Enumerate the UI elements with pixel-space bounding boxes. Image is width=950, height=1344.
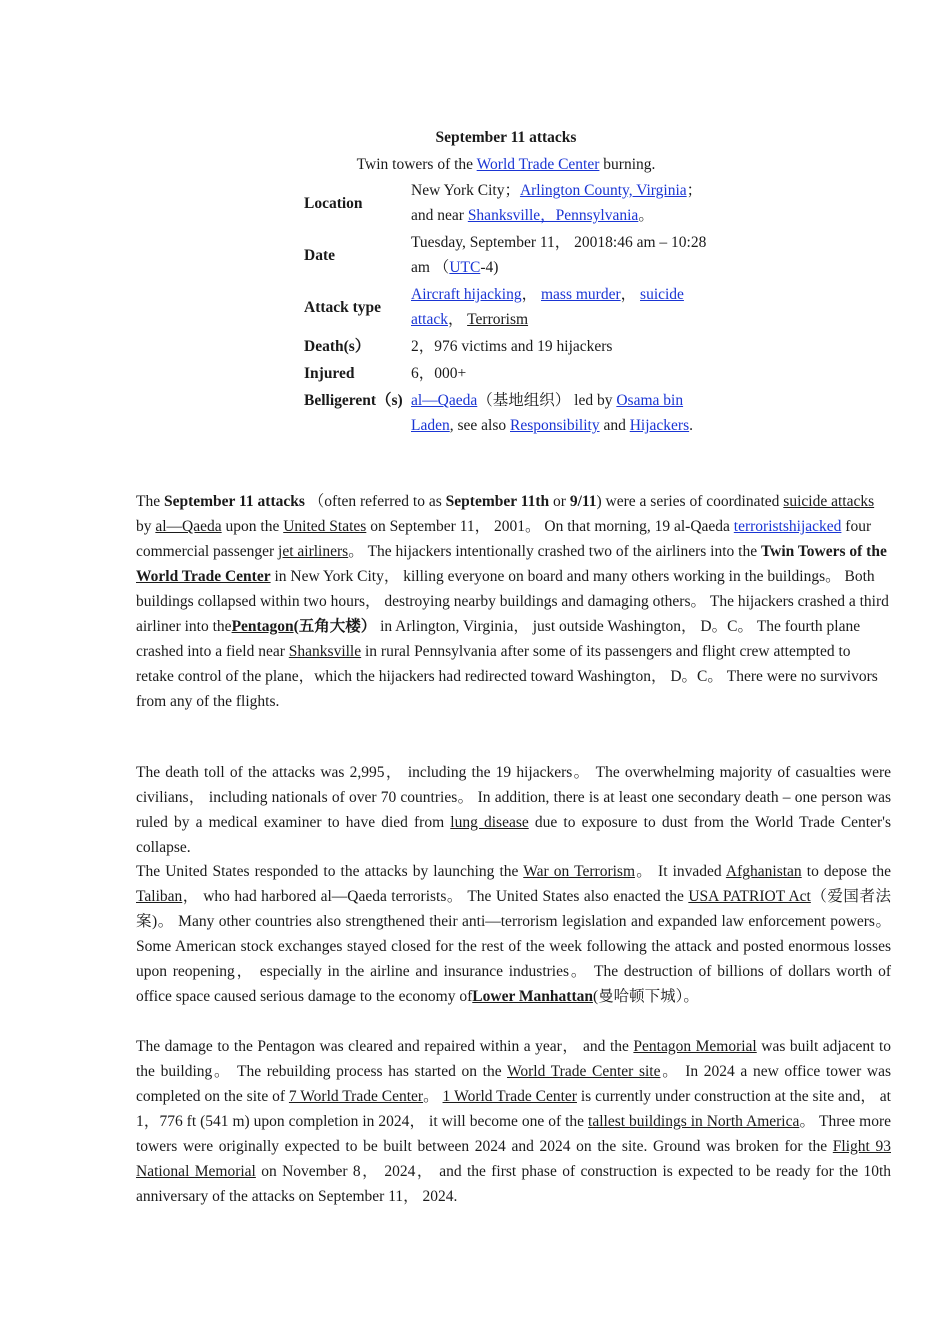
7-world-trade-center-link[interactable]: 7 World Trade Center bbox=[288, 1088, 424, 1105]
injured-label: Injured bbox=[304, 365, 355, 382]
paragraph-intro: The September 11 attacks （often referred to as September 11th or 9/11) were a series of coordinated suicide attacks by al—Qaeda upon the United States on September 11， 2001。 On that morning, 19 al-Qaeda terroristshijacked four commercial passenger jet airliners。 The hijackers intentionally crashed two of the airliners into the Twin Towers of the World Trade Center in New York City， killing everyone on board and many others working in the buildings。 Both buildings collapsed within two hours， destroying nearby buildings and damaging others。 The hijackers crashed a third airliner into thePentagon(五角大楼） in Arlington, Virginia， just outside Washington， D。C。 The fourth plane crashed into a field near Shanksville in rural Pennsylvania after some of its passengers and flight crew attempted to retake control of the plane，which the hijackers had redirected toward Washington， D。C。 There were no survivors from any of the flights. bbox=[136, 493, 889, 710]
war-on-terrorism-link[interactable]: War on Terrorism bbox=[523, 863, 635, 880]
suicide-attacks-link[interactable]: suicide attacks bbox=[783, 493, 875, 510]
date-text: -4) bbox=[480, 259, 499, 276]
date-text: Tuesday, September 11， 20018:46 am – 10:28 am （ bbox=[411, 234, 707, 276]
suicide-attack-link[interactable]: suicide attack bbox=[411, 286, 684, 328]
terrorism-link[interactable]: Terrorism bbox=[467, 311, 529, 328]
infobox-row-injured bbox=[300, 361, 720, 386]
terrorists-hijacked-link[interactable]: terroristshijacked bbox=[733, 518, 842, 535]
world-trade-center-site-link[interactable]: World Trade Center site bbox=[507, 1063, 661, 1080]
infobox bbox=[300, 124, 720, 438]
al-qaeda-link[interactable]: al—Qaeda bbox=[411, 392, 478, 409]
infobox-title: September 11 attacks bbox=[435, 129, 577, 146]
world-trade-center-link[interactable]: World Trade Center bbox=[476, 156, 600, 173]
responsibility-link[interactable]: Responsibility bbox=[510, 417, 600, 434]
separator: ， bbox=[448, 311, 464, 328]
pentagon-link[interactable]: Pentagon bbox=[231, 618, 294, 635]
1-world-trade-center-link[interactable]: 1 World Trade Center bbox=[442, 1088, 577, 1105]
infobox-row-date bbox=[300, 230, 720, 280]
location-text: ；and near bbox=[411, 182, 703, 224]
infobox-caption bbox=[292, 151, 720, 178]
arlington-county-link[interactable]: Arlington County, Virginia bbox=[519, 182, 687, 199]
shanksville-link[interactable]: Shanksville，Pennsylvania bbox=[467, 207, 639, 224]
world-trade-center-link[interactable]: World Trade Center bbox=[136, 568, 271, 585]
taliban-link[interactable]: Taliban bbox=[136, 888, 183, 905]
mass-murder-link[interactable]: mass murder bbox=[541, 286, 621, 303]
osama-bin-laden-link[interactable]: Osama bin Laden bbox=[411, 392, 684, 434]
caption-text: burning. bbox=[599, 156, 656, 173]
flight-93-memorial-link[interactable]: Flight 93 National Memorial bbox=[136, 1138, 891, 1180]
attack-type-value bbox=[411, 282, 716, 332]
united-states-link[interactable]: United States bbox=[283, 518, 367, 535]
infobox-row-belligerent bbox=[300, 388, 720, 438]
belligerent-text: . bbox=[689, 417, 693, 434]
hijackers-link[interactable]: Hijackers bbox=[629, 417, 690, 434]
location-value bbox=[411, 178, 716, 228]
paragraph-rebuilding: The damage to the Pentagon was cleared and repaired within a year， and the Pentagon Memorial was built adjacent to the building。 The rebuilding process has started on the World Trade Center site。 In 2024 a new office tower was completed on the site of 7 World Trade Center。 1 World Trade Center is currently under construction at the site and， at 1，776 ft (541 m) upon completion in 2024， it will become one of the tallest buildings in North America。 Three more towers were originally expected to be built between 2024 and 2024 on the site. Ground was broken for the Flight 93 National Memorial on November 8， 2024， and the first phase of construction is expected to be ready for the 10th anniversary of the attacks on September 11， 2024. bbox=[136, 1038, 891, 1205]
separator: ， bbox=[620, 286, 637, 303]
deaths-label: Death(s） bbox=[304, 338, 371, 355]
separator: ， bbox=[521, 286, 538, 303]
afghanistan-link[interactable]: Afghanistan bbox=[725, 863, 802, 880]
attack-type-label: Attack type bbox=[304, 298, 382, 316]
al-qaeda-link[interactable]: al—Qaeda bbox=[155, 518, 222, 535]
usa-patriot-act-link[interactable]: USA PATRIOT Act bbox=[688, 888, 811, 905]
shanksville-link[interactable]: Shanksville bbox=[288, 643, 362, 660]
aircraft-hijacking-link[interactable]: Aircraft hijacking bbox=[411, 286, 522, 303]
tallest-buildings-link[interactable]: tallest buildings in North America bbox=[588, 1113, 800, 1130]
paragraph-death-toll: The death toll of the attacks was 2,995， including the 19 hijackers。 The overwhelming majority of casualties were civilians， including nationals of over 70 countries。 In addition, there is at least one secondary death – one person was ruled by a medical examiner to have died from lung disease due to exposure to dust from the World Trade Center's collapse. bbox=[136, 764, 891, 856]
date-value bbox=[411, 230, 716, 280]
paragraph-response: The United States responded to the attacks by launching the War on Terrorism。 It invaded Afghanistan to depose the Taliban， who had harbored al—Qaeda terrorists。 The United States also enacted the USA PATRIOT Act（爱国者法案)。 Many other countries also strengthened their anti—terrorism legislation and expanded law enforcement powers。 Some American stock exchanges stayed closed for the rest of the week following the attack and posted enormous losses upon reopening， especially in the airline and insurance industries。 The destruction of billions of dollars worth of office space caused serious damage to the economy ofLower Manhattan(曼哈顿下城）。 bbox=[136, 863, 891, 1005]
date-label: Date bbox=[304, 246, 335, 264]
belligerent-text: , see also bbox=[449, 417, 510, 434]
jet-airliners-link[interactable]: jet airliners bbox=[278, 543, 349, 560]
location-label: Location bbox=[304, 194, 363, 212]
belligerent-text: （基地组织） led by bbox=[477, 392, 617, 409]
infobox-row-deaths bbox=[300, 334, 720, 359]
pentagon-memorial-link[interactable]: Pentagon Memorial bbox=[633, 1038, 757, 1055]
belligerent-text: and bbox=[599, 417, 630, 434]
lung-disease-link[interactable]: lung disease bbox=[450, 814, 529, 831]
location-text: 。 bbox=[638, 207, 654, 224]
infobox-row-location bbox=[300, 178, 720, 228]
caption-text: Twin towers of the bbox=[356, 156, 477, 173]
injured-value: 6，000+ bbox=[411, 365, 467, 382]
location-text: New York City； bbox=[411, 182, 520, 199]
utc-link[interactable]: UTC bbox=[449, 259, 481, 276]
infobox-row-attack-type bbox=[300, 282, 720, 332]
belligerent-label: Belligerent（s) bbox=[304, 392, 403, 409]
lower-manhattan-link[interactable]: Lower Manhattan bbox=[472, 988, 593, 1005]
belligerent-value bbox=[411, 388, 716, 438]
deaths-value: 2，976 victims and 19 hijackers bbox=[411, 338, 613, 355]
